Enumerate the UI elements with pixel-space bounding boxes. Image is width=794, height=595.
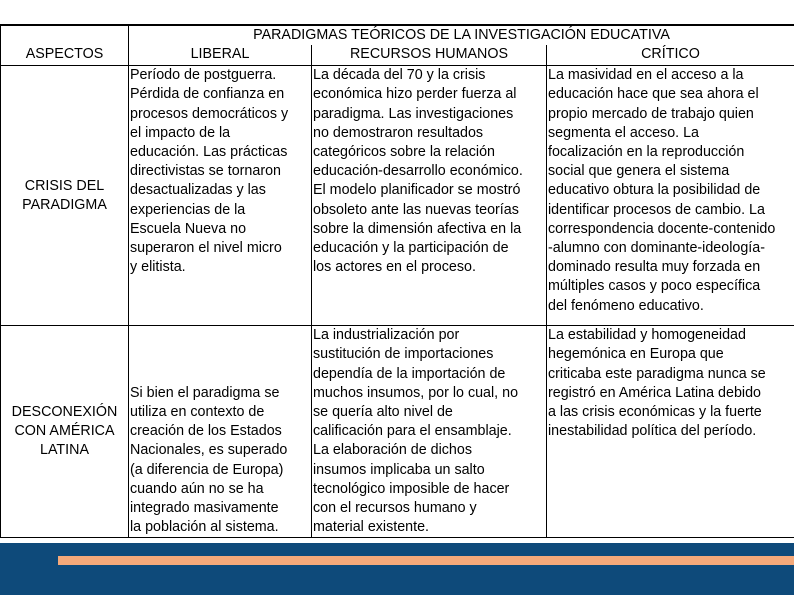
paradigms-table-container [0,25,794,543]
table-title: PARADIGMAS TEÓRICOS DE LA INVESTIGACIÓN EDUCATIVA [129,26,794,46]
footer-accent-stripe [58,556,794,565]
table-row [1,326,794,538]
footer-band [0,543,794,595]
paradigms-table [0,25,794,538]
cell-recursos-desconexion: La industrialización por sustitución de importaciones dependía de la importación de muchos insumos, por lo cual, no se quería alto nivel de calificación para el ensamblaje. La elaboración de dichos insumos implicaba un salto tecnológico imposible de hacer con el recursos humano y material existente. [312,326,547,538]
header-recursos-humanos: RECURSOS HUMANOS [312,45,547,66]
aspect-crisis-paradigma: CRISIS DEL PARADIGMA [1,66,129,326]
header-critico: CRÍTICO [547,45,794,66]
top-bar [0,0,794,25]
aspect-desconexion-america-latina: DESCONEXIÓN CON AMÉRICA LATINA [1,326,129,538]
header-liberal: LIBERAL [129,45,312,66]
cell-critico-crisis: La masividad en el acceso a la educación hace que sea ahora el propio mercado de trabajo quien segmenta el acceso. La focalización en la reproducción social que genera el sistema educativo obtura la posibilidad de identificar procesos de cambio. La correspondencia docente-contenido -alumno con dominante-ideología- dominado resulta muy forzada en múltiples casos y poco específica del fenómeno educativo. [547,66,794,326]
table-row [1,66,794,326]
aspects-header: ASPECTOS [1,26,129,66]
cell-recursos-crisis: La década del 70 y la crisis económica hizo perder fuerza al paradigma. Las investigaciones no demostraron resultados categóricos sobre la relación educación-desarrollo económico. El modelo planificador se mostró obsoleto ante las nuevas teorías sobre la dimensión afectiva en la educación y la participación de los actores en el proceso. [312,66,547,326]
cell-liberal-crisis: Período de postguerra. Pérdida de confianza en procesos democráticos y el impacto de la educación. Las prácticas directivistas se tornaron desactualizadas y las experiencias de la Escuela Nueva no superaron el nivel micro y elitista. [129,66,312,326]
cell-liberal-desconexion: Si bien el paradigma se utiliza en contexto de creación de los Estados Nacionales, es superado (a diferencia de Europa) cuando aún no se ha integrado masivamente la población al sistema. [129,326,312,538]
cell-critico-desconexion: La estabilidad y homogeneidad hegemónica en Europa que criticaba este paradigma nunca se registró en América Latina debido a las crisis económicas y la fuerte inestabilidad política del período. [547,326,794,538]
title-row [1,26,794,46]
